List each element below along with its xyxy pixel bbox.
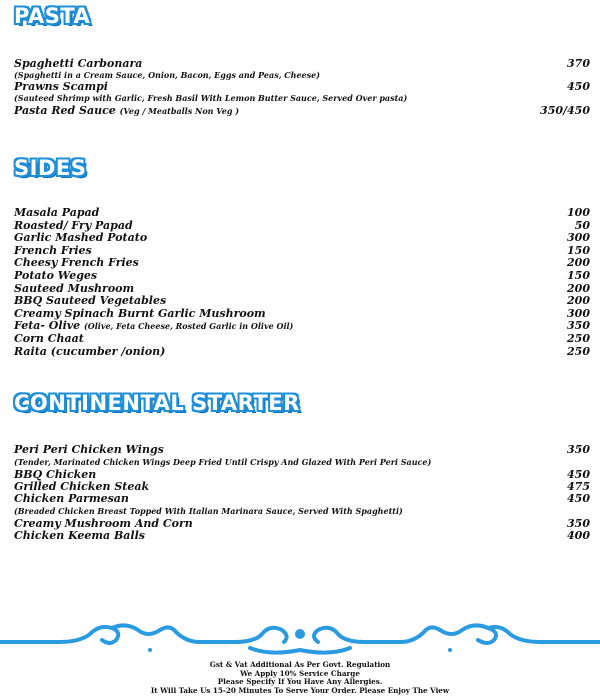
item-name — [14, 282, 134, 295]
item-price: 350/450 — [540, 104, 590, 117]
menu-item — [14, 319, 590, 332]
section-title-pasta: PASTA — [14, 4, 91, 28]
item-name-text: Roasted/ Fry Papad — [14, 218, 133, 232]
item-name: Grilled Chicken Steak — [14, 480, 150, 493]
footer-line: Please Specify If You Have Any Allergies. — [217, 677, 383, 687]
item-name — [14, 332, 84, 345]
item-price: 300 — [567, 231, 590, 245]
menu-item — [14, 332, 590, 345]
item-price: 150 — [567, 269, 590, 282]
menu-item — [14, 282, 590, 295]
menu-item — [14, 80, 590, 93]
item-description: (Sauteed Shrimp with Garlic, Fresh Basil With Lemon Butter Sauce, Served Over pasta) — [14, 93, 408, 103]
menu-item — [14, 307, 590, 320]
item-name: Prawns Scampi — [14, 80, 108, 93]
menu-item — [14, 492, 590, 505]
menu-item — [14, 345, 590, 358]
item-price: 350 — [567, 517, 590, 530]
footer-line: It Will Take Us 15-20 Minutes To Serve Your Order. Please Enjoy The View — [150, 685, 450, 695]
item-name — [14, 319, 293, 332]
item-name-text: Pasta Red Sauce — [14, 104, 116, 117]
item-name-text: Potato Weges — [14, 269, 98, 282]
section-title-continental: CONTINENTAL STARTER — [14, 391, 300, 415]
menu-item — [14, 294, 590, 307]
item-name — [14, 307, 266, 320]
item-name-text: Corn Chaat — [14, 332, 84, 345]
decorative-border-ornament — [0, 612, 600, 656]
item-name-text: French Fries — [14, 243, 92, 257]
item-name — [14, 244, 92, 257]
menu-item — [14, 57, 590, 70]
item-description: (Tender, Marinated Chicken Wings Deep Fried Until Crispy And Glazed With Peri Peri Sauce) — [14, 457, 432, 467]
item-price: 400 — [567, 529, 590, 542]
footer-notes — [0, 661, 600, 695]
menu-item — [14, 219, 590, 232]
item-name — [14, 231, 147, 244]
item-name-text: Sauteed Mushroom — [14, 281, 135, 295]
menu-item — [14, 104, 590, 117]
section-title-sides: SIDES — [14, 156, 87, 180]
item-name-text: Garlic Mashed Potato — [14, 231, 148, 245]
item-price: 350 — [567, 319, 590, 333]
item-name: Chicken Keema Balls — [14, 529, 145, 542]
item-price: 100 — [567, 206, 590, 219]
item-name — [14, 345, 165, 358]
item-name-text: Cheesy French Fries — [14, 256, 139, 270]
item-name — [14, 294, 166, 307]
item-price: 250 — [567, 332, 590, 345]
item-price: 450 — [567, 492, 590, 505]
item-note: (Veg / Meatballs Non Veg ) — [119, 106, 239, 116]
item-name — [14, 256, 139, 269]
item-name-text: Feta- Olive — [14, 319, 81, 333]
menu-item — [14, 231, 590, 244]
item-price: 450 — [567, 468, 590, 481]
item-price: 200 — [567, 281, 590, 295]
item-price: 370 — [567, 57, 590, 70]
item-price: 150 — [567, 243, 590, 257]
footer-line: We Apply 10% Service Charge — [240, 668, 360, 678]
item-name — [14, 269, 97, 282]
item-price: 350 — [567, 443, 590, 456]
item-name-text: BBQ Sauteed Vegetables — [14, 294, 167, 308]
item-name: Creamy Mushroom And Corn — [14, 517, 193, 530]
item-name — [14, 104, 239, 117]
item-name: Peri Peri Chicken Wings — [14, 443, 164, 456]
item-price: 200 — [567, 256, 590, 270]
menu-item — [14, 244, 590, 257]
item-name — [14, 219, 133, 232]
menu-item — [14, 256, 590, 269]
item-name-text: Creamy Spinach Burnt Garlic Mushroom — [14, 306, 266, 320]
item-name — [14, 206, 99, 219]
item-name-text: Raita (cucumber /onion) — [14, 344, 166, 358]
menu-item — [14, 443, 590, 456]
menu-item — [14, 529, 590, 542]
item-price: 450 — [567, 80, 590, 93]
item-price: 200 — [567, 294, 590, 308]
menu-item — [14, 206, 590, 219]
footer-line: Gst & Vat Additional As Per Govt. Regulation — [209, 660, 391, 669]
item-name: Chicken Parmesan — [14, 492, 129, 505]
item-price: 300 — [567, 306, 590, 320]
item-price: 250 — [567, 344, 590, 358]
item-description: (Breaded Chicken Breast Topped With Italian Marinara Sauce, Served With Spaghetti) — [14, 506, 403, 516]
item-description: (Spaghetti in a Cream Sauce, Onion, Bacon, Eggs and Peas, Cheese) — [14, 70, 321, 80]
item-name-text: Masala Papad — [14, 206, 100, 219]
item-price: 50 — [574, 218, 590, 232]
menu-item — [14, 269, 590, 282]
item-name: Spaghetti Carbonara — [14, 57, 143, 70]
item-price: 475 — [567, 480, 590, 493]
item-name: BBQ Chicken — [14, 468, 97, 481]
item-note: (Olive, Feta Cheese, Rosted Garlic in Olive Oil) — [83, 321, 294, 332]
